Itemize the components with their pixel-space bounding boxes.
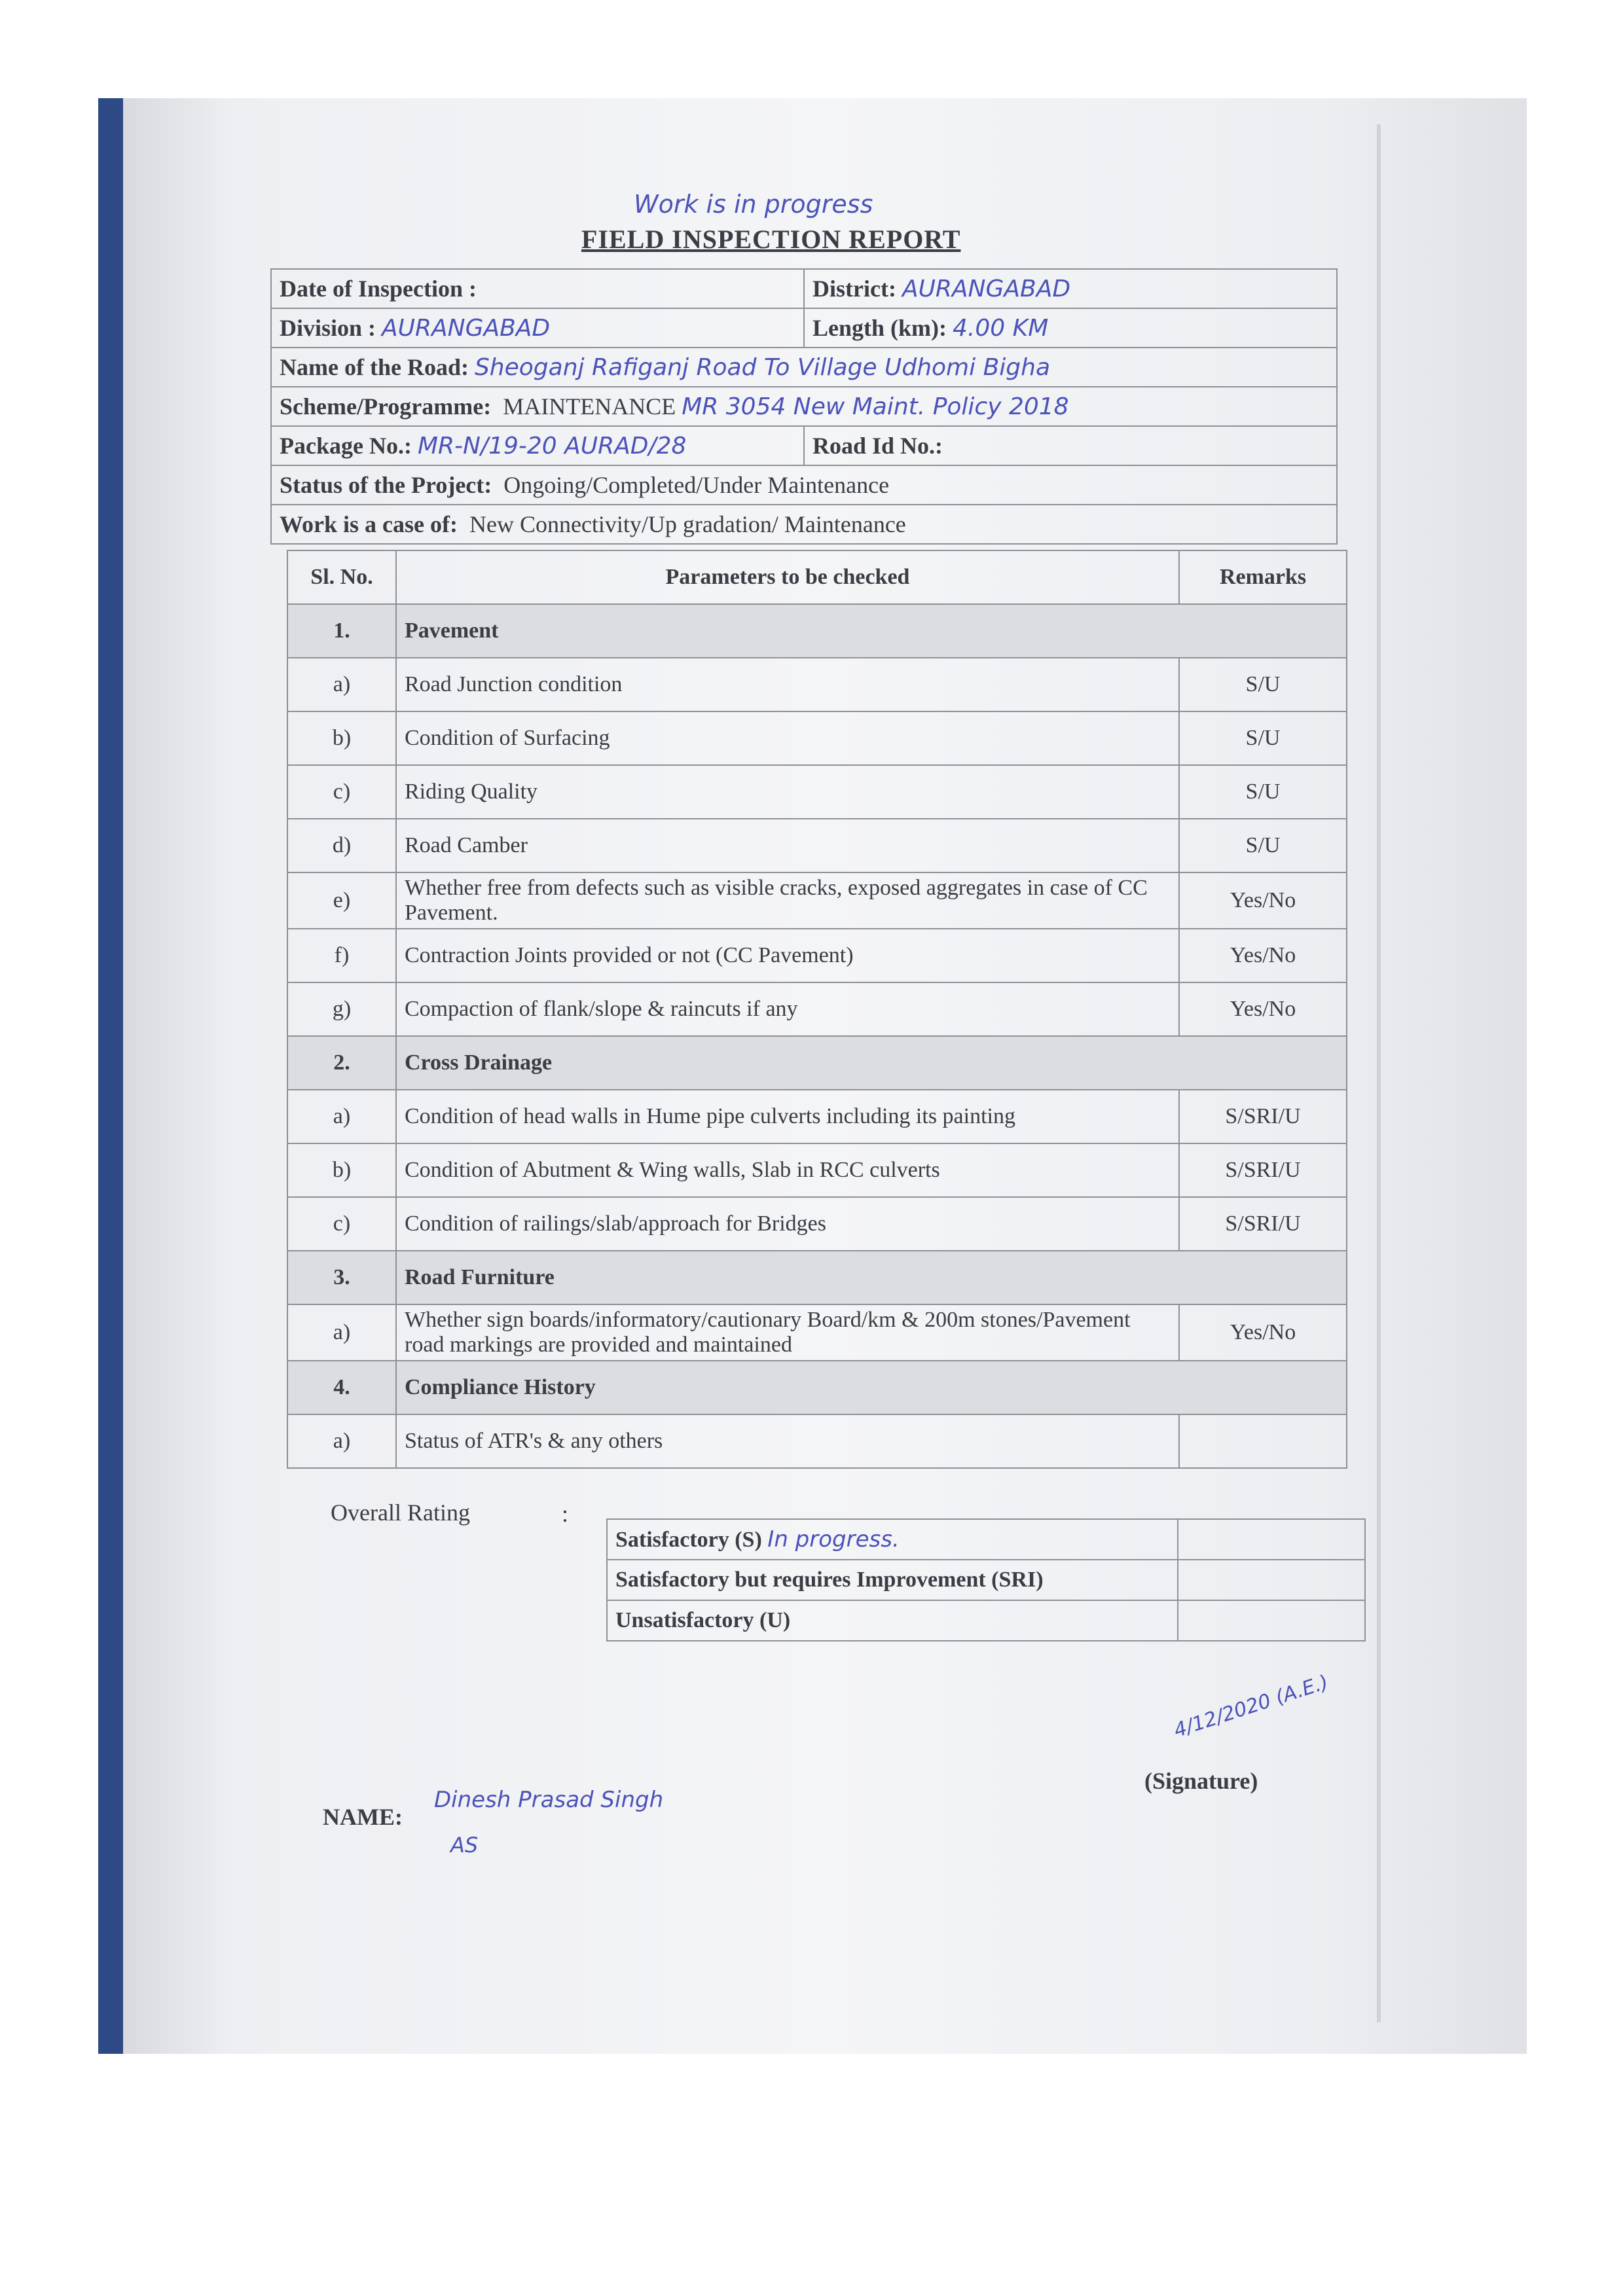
section-number: 2. — [287, 1036, 396, 1090]
case-value: New Connectivity/Up gradation/ Maintenance — [469, 511, 906, 537]
length-value: 4.00 KM — [953, 315, 1049, 342]
road-id-label: Road Id No.: — [812, 433, 943, 459]
row-param: Whether free from defects such as visible cracks, exposed aggregates in case of CC Pavement. — [396, 872, 1179, 929]
district-label: District: — [812, 276, 896, 302]
package-value: MR-N/19-20 AURAD/28 — [417, 433, 687, 459]
row-number: d) — [287, 819, 396, 872]
section-title: Compliance History — [396, 1361, 1347, 1414]
date-cell — [271, 269, 804, 308]
row-number: c) — [287, 1197, 396, 1251]
row-number: a) — [287, 1414, 396, 1468]
rating-option-s — [607, 1519, 1178, 1560]
road-id-cell — [804, 426, 1337, 465]
table-row — [287, 1304, 1347, 1361]
division-value: AURANGABAD — [382, 315, 551, 342]
col-header-remarks: Remarks — [1179, 550, 1347, 604]
row-param: Riding Quality — [396, 765, 1179, 819]
scheme-handwritten: MR 3054 New Maint. Policy 2018 — [682, 393, 1069, 420]
report-title: FIELD INSPECTION REPORT — [581, 224, 961, 254]
rating-row — [607, 1519, 1365, 1560]
row-param: Condition of Abutment & Wing walls, Slab in RCC culverts — [396, 1143, 1179, 1197]
parameters-table — [287, 550, 1347, 1469]
table-row — [287, 711, 1347, 765]
row-remark: S/SRI/U — [1179, 1090, 1347, 1143]
length-cell — [804, 308, 1337, 348]
photo-background — [98, 98, 1527, 2054]
row-remark: Yes/No — [1179, 1304, 1347, 1361]
row-remark: S/SRI/U — [1179, 1197, 1347, 1251]
district-cell — [804, 269, 1337, 308]
table-row — [287, 1197, 1347, 1251]
row-param: Condition of railings/slab/approach for Bridges — [396, 1197, 1179, 1251]
table-row — [287, 929, 1347, 982]
name-label: NAME: — [323, 1804, 403, 1830]
rating-sri-box — [1178, 1560, 1365, 1600]
rating-s-label: Satisfactory (S) — [615, 1528, 762, 1552]
overall-rating-colon: : — [562, 1501, 569, 1527]
section-number: 4. — [287, 1361, 396, 1414]
rating-s-box — [1178, 1519, 1365, 1560]
package-cell — [271, 426, 804, 465]
scheme-label: Scheme/Programme: — [280, 393, 492, 420]
col-header-param: Parameters to be checked — [396, 550, 1179, 604]
row-param: Contraction Joints provided or not (CC Pavement) — [396, 929, 1179, 982]
table-row — [287, 819, 1347, 872]
info-table — [270, 268, 1338, 545]
status-cell — [271, 465, 1337, 505]
paper-sheet — [123, 98, 1527, 2054]
road-name-value: Sheoganj Rafiganj Road To Village Udhomi Bigha — [474, 354, 1050, 381]
row-number: b) — [287, 711, 396, 765]
table-row — [287, 1090, 1347, 1143]
row-remark: S/U — [1179, 819, 1347, 872]
overall-rating-label: Overall Rating — [331, 1499, 470, 1526]
status-label: Status of the Project: — [280, 472, 492, 498]
signature-handwritten: 4/12/2020 (A.E.) — [1171, 1670, 1332, 1743]
row-number: b) — [287, 1143, 396, 1197]
row-param: Compaction of flank/slope & raincuts if any — [396, 982, 1179, 1036]
length-label: Length (km): — [812, 315, 947, 341]
section-number: 1. — [287, 604, 396, 658]
rating-u-box — [1178, 1600, 1365, 1641]
rating-table — [606, 1518, 1366, 1641]
row-param: Condition of head walls in Hume pipe culverts including its painting — [396, 1090, 1179, 1143]
package-label: Package No.: — [280, 433, 412, 459]
table-row — [287, 1143, 1347, 1197]
rating-s-handwritten: In progress. — [767, 1526, 900, 1552]
photo-edge-strip — [98, 98, 124, 2054]
section-title: Cross Drainage — [396, 1036, 1347, 1090]
row-param: Condition of Surfacing — [396, 711, 1179, 765]
row-remark: Yes/No — [1179, 872, 1347, 929]
row-remark: Yes/No — [1179, 982, 1347, 1036]
district-value: AURANGABAD — [902, 276, 1071, 302]
row-param: Status of ATR's & any others — [396, 1414, 1179, 1468]
handwritten-note: Work is in progress — [634, 190, 873, 219]
division-label: Division : — [280, 315, 376, 341]
table-row — [287, 658, 1347, 711]
section-number: 3. — [287, 1251, 396, 1304]
status-value: Ongoing/Completed/Under Maintenance — [503, 472, 890, 498]
road-name-cell — [271, 348, 1337, 387]
row-param: Road Camber — [396, 819, 1179, 872]
row-remark: Yes/No — [1179, 929, 1347, 982]
row-number: e) — [287, 872, 396, 929]
row-param: Road Junction condition — [396, 658, 1179, 711]
section-title: Pavement — [396, 604, 1347, 658]
row-number: g) — [287, 982, 396, 1036]
row-param: Whether sign boards/informatory/cautionary Board/km & 200m stones/Pavement road markings are provided and maintained — [396, 1304, 1179, 1361]
name-value: Dinesh Prasad Singh — [434, 1787, 664, 1813]
rating-row — [607, 1560, 1365, 1600]
section-row — [287, 604, 1347, 658]
case-cell — [271, 505, 1337, 544]
row-remark — [1179, 1414, 1347, 1468]
row-remark: S/U — [1179, 711, 1347, 765]
rating-option-sri: Satisfactory but requires Improvement (SRI) — [607, 1560, 1178, 1600]
table-row — [287, 1414, 1347, 1468]
row-remark: S/U — [1179, 658, 1347, 711]
section-row — [287, 1251, 1347, 1304]
date-label: Date of Inspection : — [280, 276, 477, 302]
table-row — [287, 765, 1347, 819]
road-name-label: Name of the Road: — [280, 354, 469, 380]
rating-row — [607, 1600, 1365, 1641]
rating-option-u: Unsatisfactory (U) — [607, 1600, 1178, 1641]
table-header-row — [287, 550, 1347, 604]
scheme-value: MAINTENANCE — [503, 393, 676, 420]
signature-label: (Signature) — [1144, 1768, 1258, 1794]
section-row — [287, 1036, 1347, 1090]
col-header-sl: Sl. No. — [287, 550, 396, 604]
table-row — [287, 872, 1347, 929]
row-number: a) — [287, 1090, 396, 1143]
row-number: a) — [287, 658, 396, 711]
section-row — [287, 1361, 1347, 1414]
scheme-cell — [271, 387, 1337, 426]
table-row — [287, 982, 1347, 1036]
division-cell — [271, 308, 804, 348]
name-designation: AS — [450, 1833, 479, 1857]
case-label: Work is a case of: — [280, 511, 458, 537]
paper-fold-line — [1377, 124, 1381, 2022]
row-number: a) — [287, 1304, 396, 1361]
row-number: f) — [287, 929, 396, 982]
section-title: Road Furniture — [396, 1251, 1347, 1304]
row-remark: S/SRI/U — [1179, 1143, 1347, 1197]
row-remark: S/U — [1179, 765, 1347, 819]
row-number: c) — [287, 765, 396, 819]
